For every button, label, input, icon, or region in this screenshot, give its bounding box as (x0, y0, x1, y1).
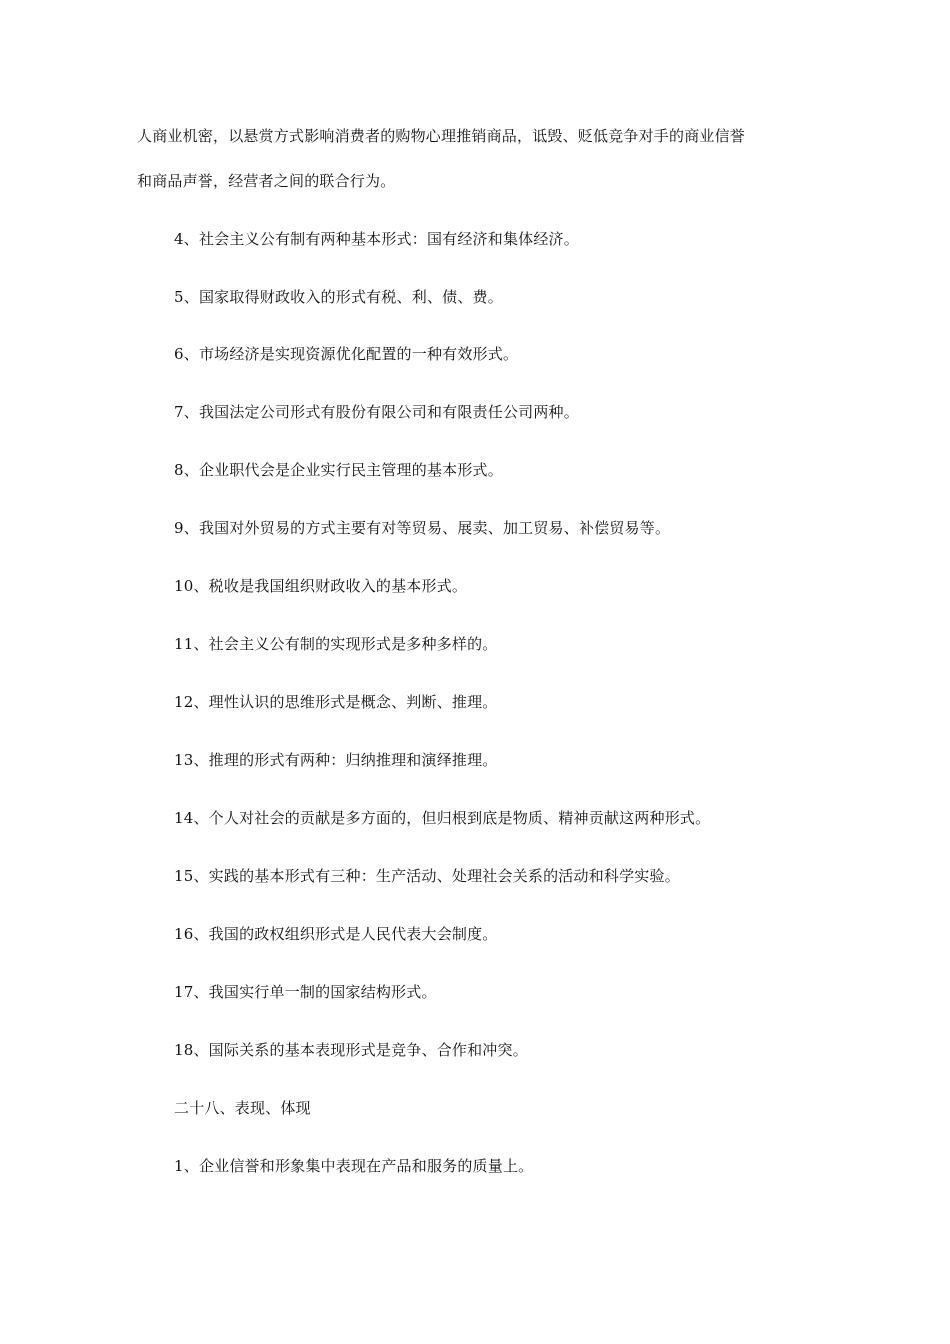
list-item: 11、社会主义公有制的实现形式是多种多样的。 (174, 635, 498, 653)
list-item: 4、社会主义公有制有两种基本形式：国有经济和集体经济。 (174, 230, 579, 248)
continuation-line-2: 和商品声誉，经营者之间的联合行为。 (137, 172, 396, 190)
list-item: 18、国际关系的基本表现形式是竞争、合作和冲突。 (174, 1041, 528, 1059)
section-heading: 二十八、表现、体现 (174, 1099, 311, 1117)
list-item: 12、理性认识的思维形式是概念、判断、推理。 (174, 693, 498, 711)
list-item: 1、企业信誉和形象集中表现在产品和服务的质量上。 (174, 1157, 534, 1175)
list-item: 17、我国实行单一制的国家结构形式。 (174, 983, 437, 1001)
list-item: 9、我国对外贸易的方式主要有对等贸易、展卖、加工贸易、补偿贸易等。 (174, 519, 671, 537)
list-item: 10、税收是我国组织财政收入的基本形式。 (174, 577, 468, 595)
list-item: 6、市场经济是实现资源优化配置的一种有效形式。 (174, 345, 519, 363)
continuation-line-1: 人商业机密，以悬赏方式影响消费者的购物心理推销商品，诋毁、贬低竞争对手的商业信誉 (137, 127, 746, 145)
list-item: 14、个人对社会的贡献是多方面的，但归根到底是物质、精神贡献这两种形式。 (174, 809, 711, 827)
list-item: 8、企业职代会是企业实行民主管理的基本形式。 (174, 461, 503, 479)
list-item: 7、我国法定公司形式有股份有限公司和有限责任公司两种。 (174, 403, 579, 421)
list-item: 15、实践的基本形式有三种：生产活动、处理社会关系的活动和科学实验。 (174, 867, 680, 885)
list-item: 16、我国的政权组织形式是人民代表大会制度。 (174, 925, 498, 943)
list-item: 5、国家取得财政收入的形式有税、利、债、费。 (174, 288, 503, 306)
list-item: 13、推理的形式有两种：归纳推理和演绎推理。 (174, 751, 498, 769)
